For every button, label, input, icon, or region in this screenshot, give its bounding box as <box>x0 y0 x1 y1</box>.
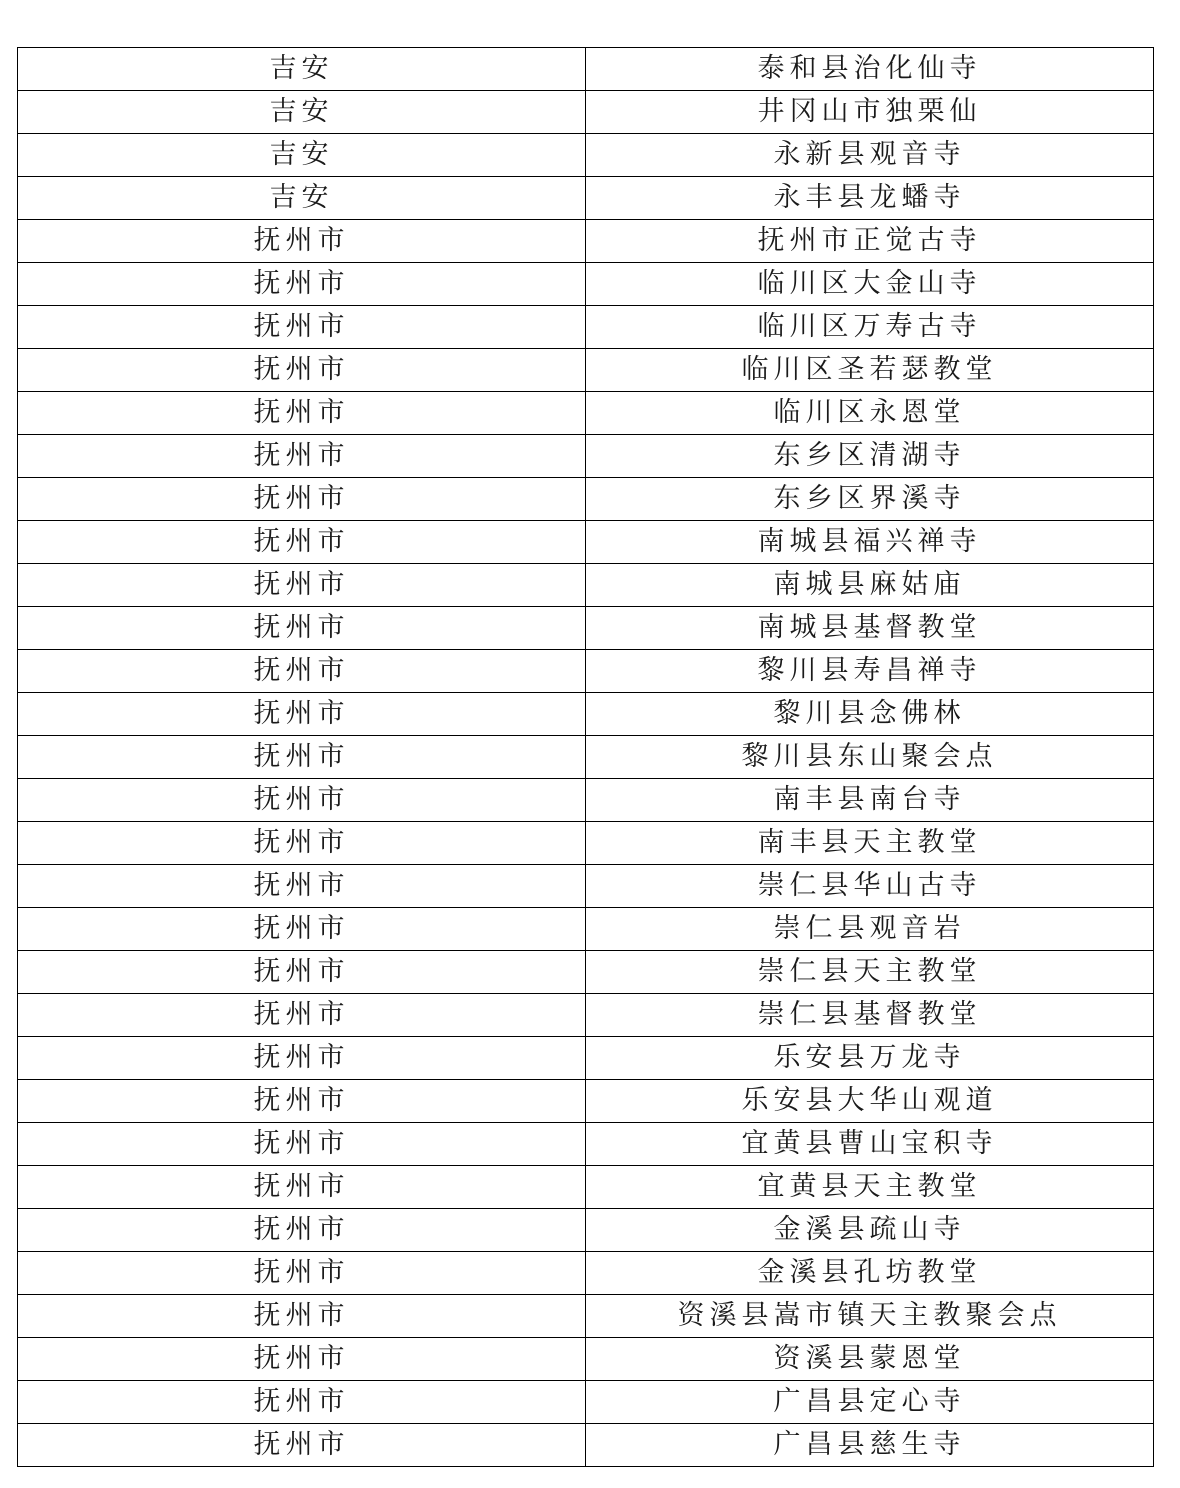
site-cell: 金溪县疏山寺 <box>586 1209 1154 1252</box>
site-cell: 崇仁县天主教堂 <box>586 951 1154 994</box>
table-row <box>18 1252 1154 1295</box>
table-row <box>18 48 1154 91</box>
table-row <box>18 1381 1154 1424</box>
city-cell: 抚州市 <box>18 521 586 564</box>
site-cell: 宜黄县天主教堂 <box>586 1166 1154 1209</box>
city-cell: 抚州市 <box>18 220 586 263</box>
city-cell: 抚州市 <box>18 478 586 521</box>
table-row <box>18 1424 1154 1467</box>
site-cell: 南丰县南台寺 <box>586 779 1154 822</box>
city-cell: 抚州市 <box>18 1037 586 1080</box>
city-cell: 抚州市 <box>18 435 586 478</box>
table-row <box>18 306 1154 349</box>
site-cell: 临川区万寿古寺 <box>586 306 1154 349</box>
city-cell: 抚州市 <box>18 1080 586 1123</box>
city-cell: 抚州市 <box>18 822 586 865</box>
table-row <box>18 693 1154 736</box>
city-cell: 抚州市 <box>18 1209 586 1252</box>
table-row <box>18 650 1154 693</box>
table-row <box>18 1166 1154 1209</box>
table-row <box>18 779 1154 822</box>
city-cell: 抚州市 <box>18 607 586 650</box>
table-row <box>18 908 1154 951</box>
table-row <box>18 1037 1154 1080</box>
site-cell: 南城县基督教堂 <box>586 607 1154 650</box>
table-row <box>18 951 1154 994</box>
table-row <box>18 1080 1154 1123</box>
city-cell: 抚州市 <box>18 736 586 779</box>
table-body <box>18 48 1154 1467</box>
table-row <box>18 177 1154 220</box>
site-cell: 南城县麻姑庙 <box>586 564 1154 607</box>
city-cell: 抚州市 <box>18 693 586 736</box>
city-cell: 抚州市 <box>18 779 586 822</box>
city-cell: 抚州市 <box>18 392 586 435</box>
site-cell: 黎川县东山聚会点 <box>586 736 1154 779</box>
site-cell: 井冈山市独栗仙 <box>586 91 1154 134</box>
table-row <box>18 220 1154 263</box>
site-cell: 广昌县定心寺 <box>586 1381 1154 1424</box>
city-cell: 抚州市 <box>18 650 586 693</box>
site-cell: 临川区圣若瑟教堂 <box>586 349 1154 392</box>
sites-table-container <box>17 47 1153 1467</box>
site-cell: 黎川县念佛林 <box>586 693 1154 736</box>
city-cell: 抚州市 <box>18 564 586 607</box>
city-cell: 抚州市 <box>18 1295 586 1338</box>
site-cell: 永丰县龙蟠寺 <box>586 177 1154 220</box>
table-row <box>18 564 1154 607</box>
table-row <box>18 994 1154 1037</box>
city-cell: 抚州市 <box>18 263 586 306</box>
city-cell: 抚州市 <box>18 951 586 994</box>
site-cell: 资溪县嵩市镇天主教聚会点 <box>586 1295 1154 1338</box>
city-cell: 抚州市 <box>18 1338 586 1381</box>
site-cell: 泰和县治化仙寺 <box>586 48 1154 91</box>
table-row <box>18 736 1154 779</box>
site-cell: 乐安县万龙寺 <box>586 1037 1154 1080</box>
table-row <box>18 1338 1154 1381</box>
city-cell: 抚州市 <box>18 1252 586 1295</box>
city-cell: 吉安 <box>18 177 586 220</box>
city-cell: 抚州市 <box>18 1123 586 1166</box>
table-row <box>18 392 1154 435</box>
site-cell: 崇仁县观音岩 <box>586 908 1154 951</box>
site-cell: 广昌县慈生寺 <box>586 1424 1154 1467</box>
table-row <box>18 1209 1154 1252</box>
city-cell: 抚州市 <box>18 1166 586 1209</box>
city-cell: 抚州市 <box>18 994 586 1037</box>
city-cell: 抚州市 <box>18 349 586 392</box>
site-cell: 东乡区界溪寺 <box>586 478 1154 521</box>
site-cell: 黎川县寿昌禅寺 <box>586 650 1154 693</box>
site-cell: 临川区大金山寺 <box>586 263 1154 306</box>
city-cell: 抚州市 <box>18 865 586 908</box>
site-cell: 东乡区清湖寺 <box>586 435 1154 478</box>
table-row <box>18 478 1154 521</box>
table-row <box>18 822 1154 865</box>
city-cell: 吉安 <box>18 48 586 91</box>
city-cell: 抚州市 <box>18 1381 586 1424</box>
site-cell: 崇仁县基督教堂 <box>586 994 1154 1037</box>
site-cell: 崇仁县华山古寺 <box>586 865 1154 908</box>
site-cell: 南城县福兴禅寺 <box>586 521 1154 564</box>
table-row <box>18 521 1154 564</box>
site-cell: 宜黄县曹山宝积寺 <box>586 1123 1154 1166</box>
table-row <box>18 263 1154 306</box>
site-cell: 永新县观音寺 <box>586 134 1154 177</box>
city-cell: 吉安 <box>18 91 586 134</box>
site-cell: 资溪县蒙恩堂 <box>586 1338 1154 1381</box>
table-row <box>18 435 1154 478</box>
sites-table <box>17 47 1154 1467</box>
site-cell: 抚州市正觉古寺 <box>586 220 1154 263</box>
city-cell: 吉安 <box>18 134 586 177</box>
site-cell: 南丰县天主教堂 <box>586 822 1154 865</box>
city-cell: 抚州市 <box>18 1424 586 1467</box>
table-row <box>18 349 1154 392</box>
site-cell: 金溪县孔坊教堂 <box>586 1252 1154 1295</box>
city-cell: 抚州市 <box>18 306 586 349</box>
table-row <box>18 607 1154 650</box>
city-cell: 抚州市 <box>18 908 586 951</box>
site-cell: 乐安县大华山观道 <box>586 1080 1154 1123</box>
table-row <box>18 134 1154 177</box>
table-row <box>18 91 1154 134</box>
table-row <box>18 865 1154 908</box>
table-row <box>18 1123 1154 1166</box>
table-row <box>18 1295 1154 1338</box>
site-cell: 临川区永恩堂 <box>586 392 1154 435</box>
